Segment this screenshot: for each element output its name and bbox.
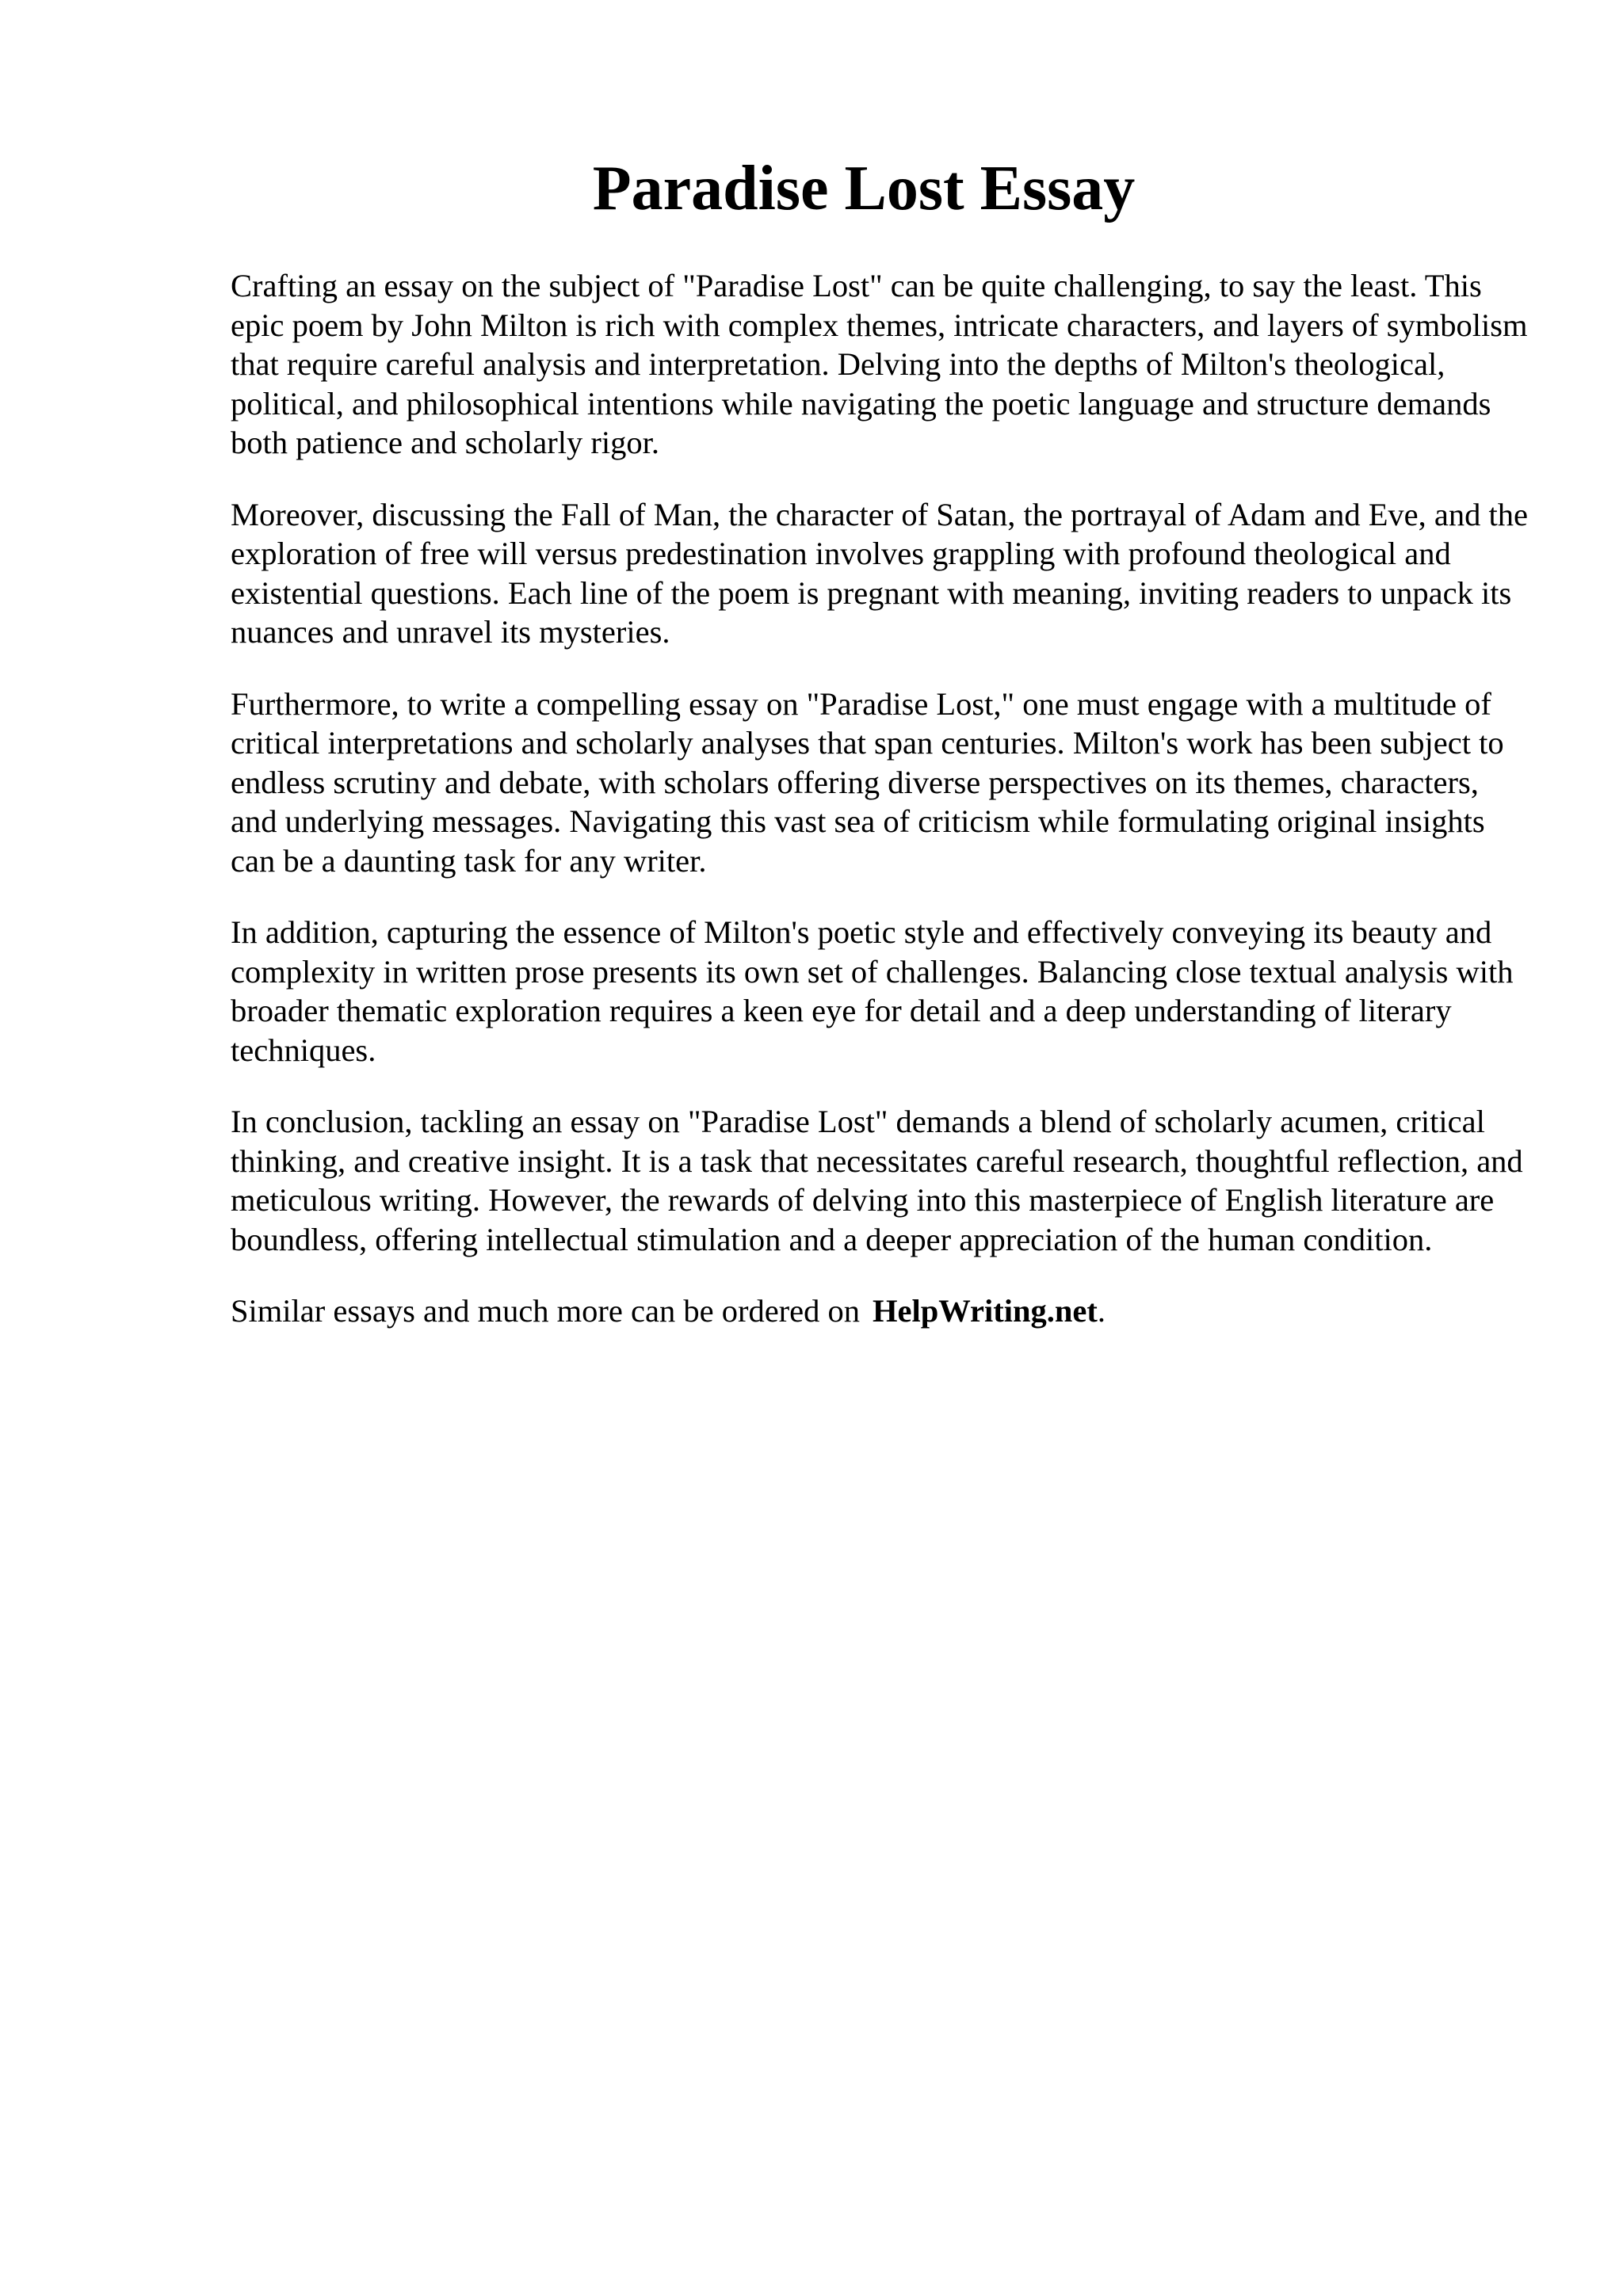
paragraph-intro: Crafting an essay on the subject of "Paradise Lost" can be quite challenging, to say the least. This epic poem by John Milton is rich with complex themes, intricate characters, and layers of symbolism that require careful analysis and interpretation. Delving into the depths of Milton's theological, political, and philosophical intentions while navigating the poetic language and structure demands both patience and scholarly rigor. [231, 268, 1528, 460]
promo-line [231, 1291, 1530, 1331]
paragraph-in-addition: In addition, capturing the essence of Milton's poetic style and effectively conveying its beauty and complexity in written prose presents its own set of challenges. Balancing close textual analysis with broader thematic exploration requires a keen eye for detail and a deep understanding of literary techniques. [231, 914, 1514, 1068]
promo-suffix: . [1097, 1293, 1106, 1329]
paragraph-moreover: Moreover, discussing the Fall of Man, the character of Satan, the portrayal of Adam and Eve, and the exploration of free will versus predestination involves grappling with profound theological and existential questions. Each line of the poem is pregnant with meaning, inviting readers to unpack its nuances and unravel its mysteries. [231, 496, 1528, 650]
promo-prefix: Similar essays and much more can be ordered on [231, 1293, 861, 1329]
document-title: Paradise Lost Essay [592, 154, 1136, 223]
paragraph-conclusion: In conclusion, tackling an essay on "Paradise Lost" demands a blend of scholarly acumen, critical thinking, and creative insight. It is a task that necessitates careful research, thoughtful reflection, and meticulous writing. However, the rewards of delving into this masterpiece of English literature are boundless, offering intellectual stimulation and a deeper appreciation of the human condition. [231, 1104, 1523, 1257]
paragraph-furthermore: Furthermore, to write a compelling essay on "Paradise Lost," one must engage with a multitude of critical interpretations and scholarly analyses that span centuries. Milton's work has been subject to endless scrutiny and debate, with scholars offering diverse perspectives on its themes, characters, and underlying messages. Navigating this vast sea of criticism while formulating original insights can be a daunting task for any writer. [231, 685, 1504, 879]
essay-body [231, 266, 1530, 1331]
promo-brand-link[interactable]: HelpWriting.net [873, 1293, 1098, 1329]
